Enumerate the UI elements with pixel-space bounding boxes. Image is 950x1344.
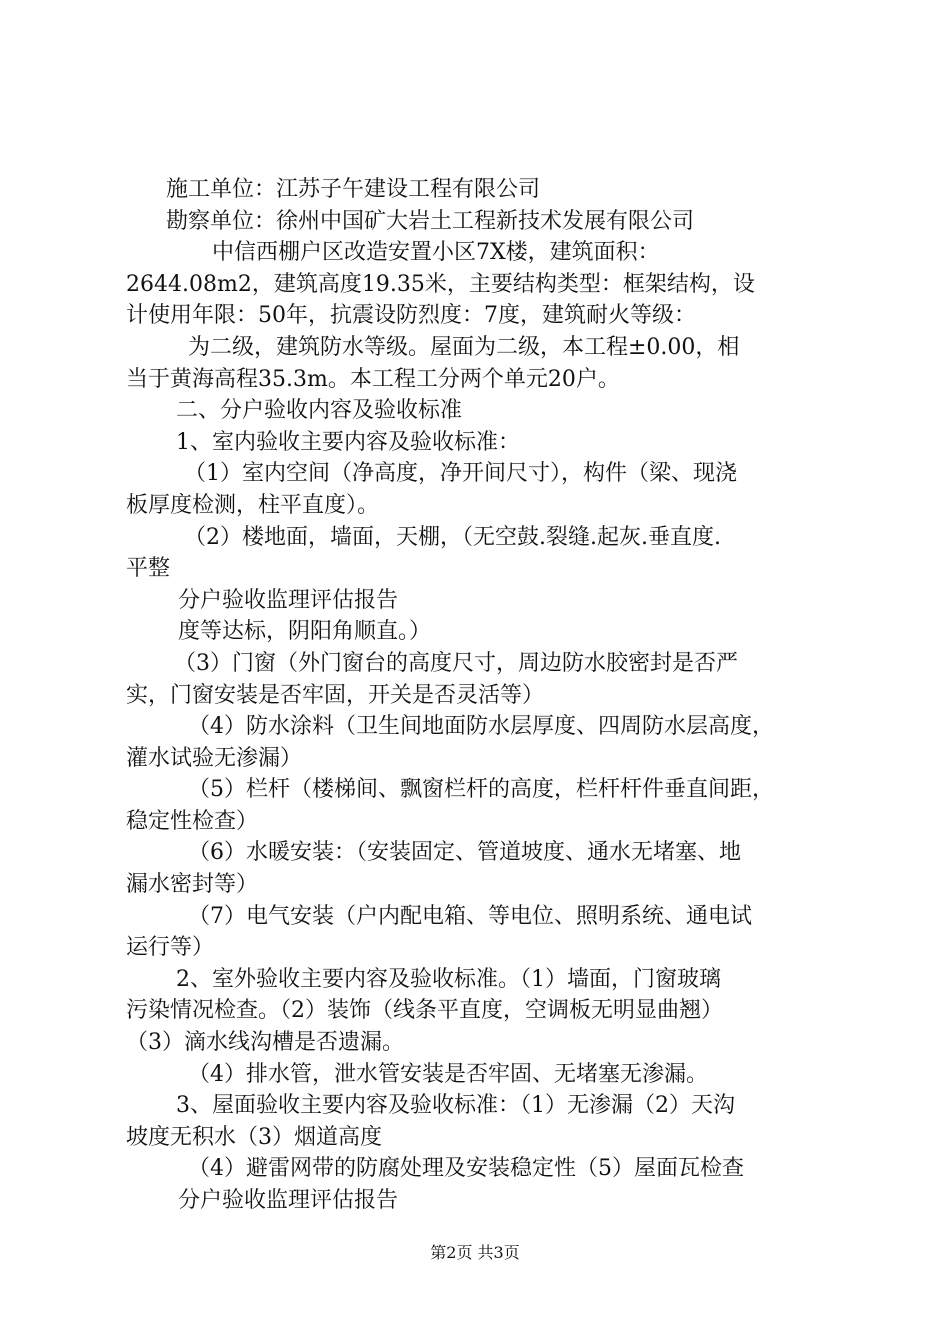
list-item: （4）避雷网带的防腐处理及安装稳定性（5）屋面瓦检查 xyxy=(188,1156,744,1182)
paragraph-line: 当于黄海高程35.3m。本工程工分两个单元20户。 xyxy=(126,366,620,392)
page-number: 第2页 共3页 xyxy=(430,1243,520,1262)
list-item: （2）楼地面，墙面，天棚，（无空鼓.裂缝.起灰.垂直度. xyxy=(184,524,721,550)
list-item: （6）水暖安装：（安装固定、管道坡度、通水无堵塞、地 xyxy=(188,840,741,866)
paragraph-line: 为二级，建筑防水等级。屋面为二级，本工程±0.00，相 xyxy=(188,334,740,360)
list-item: （4）防水涂料（卫生间地面防水层厚度、四周防水层高度， xyxy=(188,714,774,740)
list-item: （4）排水管，泄水管安装是否牢固、无堵塞无渗漏。 xyxy=(188,1061,708,1087)
report-title: 分户验收监理评估报告 xyxy=(178,587,399,613)
subsection-heading: 2、室外验收主要内容及验收标准。（1）墙面，门窗玻璃 xyxy=(176,966,721,992)
subsection-heading: 1、室内验收主要内容及验收标准： xyxy=(176,429,520,455)
paragraph-line: 2644.08m2，建筑高度19.35米，主要结构类型：框架结构，设 xyxy=(126,271,755,297)
paragraph-line: 计使用年限：50年，抗震设防烈度：7度，建筑耐火等级： xyxy=(126,303,696,329)
document-body xyxy=(126,174,832,1217)
list-item-continuation: 板厚度检测，柱平直度）。 xyxy=(126,492,380,518)
section-heading: 二、分户验收内容及验收标准 xyxy=(176,398,463,424)
list-item-continuation: 漏水密封等） xyxy=(126,872,259,898)
list-item-continuation: 坡度无积水（3）烟道高度 xyxy=(126,1124,382,1150)
list-item: （5）栏杆（楼梯间、飘窗栏杆的高度，栏杆杆件垂直间距， xyxy=(188,777,774,803)
list-item: （3）门窗（外门窗台的高度尺寸，周边防水胶密封是否严 xyxy=(174,650,738,676)
subsection-heading: 3、屋面验收主要内容及验收标准：（1）无渗漏（2）天沟 xyxy=(176,1093,735,1119)
list-item-continuation: 污染情况检查。（2）装饰（线条平直度，空调板无明显曲翘） xyxy=(126,998,723,1024)
list-item-continuation: 运行等） xyxy=(126,935,215,961)
list-item-continuation: 灌水试验无渗漏） xyxy=(126,745,303,771)
paragraph-project-overview: 中信西棚户区改造安置小区7X楼，建筑面积： xyxy=(212,240,660,266)
list-item-continuation: 稳定性检查） xyxy=(126,808,259,834)
report-title: 分户验收监理评估报告 xyxy=(178,1188,399,1213)
list-item-continuation: 实，门窗安装是否牢固，开关是否灵活等） xyxy=(126,682,545,708)
list-item: （7）电气安装（户内配电箱、等电位、照明系统、通电试 xyxy=(188,903,752,929)
paragraph-survey-unit: 勘察单位：徐州中国矿大岩土工程新技术发展有限公司 xyxy=(166,208,695,234)
paragraph-construction-unit: 施工单位：江苏子午建设工程有限公司 xyxy=(166,177,541,202)
list-item-continuation: 平整 xyxy=(126,556,171,582)
list-item-continuation: （3）滴水线沟槽是否遗漏。 xyxy=(126,1030,404,1056)
list-item: （1）室内空间（净高度，净开间尺寸），构件（梁、现浇 xyxy=(184,461,737,487)
list-item-continuation: 度等达标，阴阳角顺直。） xyxy=(178,619,432,645)
